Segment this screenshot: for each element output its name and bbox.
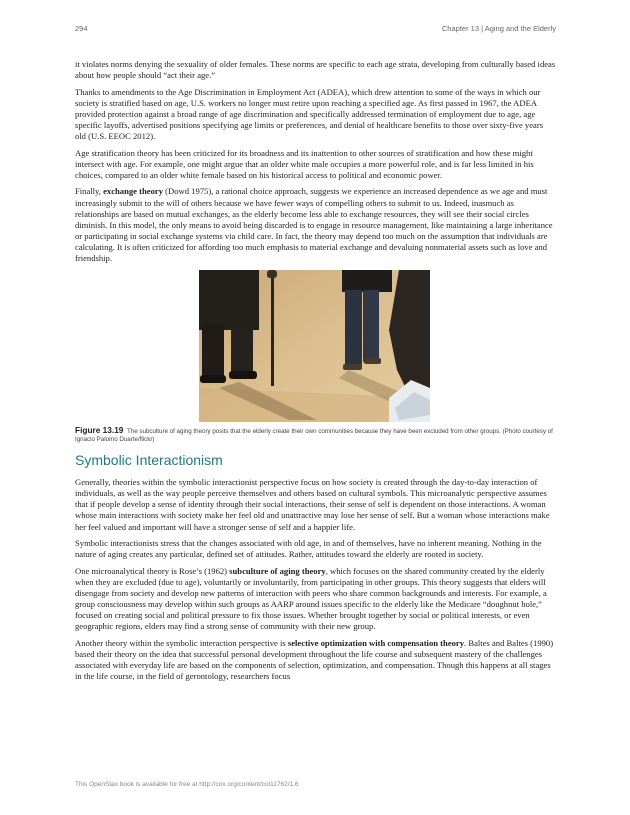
figure-photo: [199, 270, 430, 422]
paragraph: [75, 538, 556, 560]
page-footer: This OpenStax book is available for free at http://cnx.org/content/col11762/1.6: [75, 781, 299, 788]
paragraph-text: , which focuses on the shared community created by the elderly when they are excluded (due to age), voluntarily or involuntarily, from participating in other groups. This theory suggests that elders will disengage from society and develop new patterns of interaction with peers who share common backgrounds and interests. For example, a group consciousness may develop within such groups as AARP around issues specific to the elderly like the Medicare “doughnut hole,” focused on creating social and political pressure to fix those issues. Whether brought together by social or political interests, or even geographic regions, elders may find a strong sense of community with their new group.: [75, 565, 547, 632]
page-header: [75, 24, 556, 36]
key-term: subculture of aging theory: [229, 565, 326, 576]
key-term: exchange theory: [103, 186, 163, 197]
paragraph-text: Thanks to amendments to the Age Discrimination in Employment Act (ADEA), which drew attention to some of the ways in which our society is stratified based on age, U.S. workers no longer must retire upon reaching a specified age. As first passed in 1967, the ADEA provided protection against a broad range of age discrimination and specifically addressed termination of employment due to age, age specific layoffs, advertised positions specifying age limits or preferences, and denial of healthcare benefits to those over sixty-five years old (U.S. EEOC 2012).: [75, 86, 544, 142]
figure-caption: [75, 426, 556, 445]
page-number: 294: [75, 24, 88, 33]
paragraph-text: Generally, theories within the symbolic interactionist perspective focus on how society is created through the day-to-day interaction of individuals, as well as the way people perceive themselves and others based on cultural symbols. This microanalytic perspective assumes that if people develop a sense of identity through their social interactions, their sense of self is dependent on those interactions. A woman whose main interactions with society make her feel old and unattractive may lose her sense of self. But a woman whose interactions make her feel valued and important will have a stronger sense of self and a happier life.: [75, 477, 550, 532]
paragraph-text: . Baltes and Baltes (1990) based their theory on the idea that successful personal development throughout the life course and subsequent mastery of the challenges associated with everyday life are based on the components of selection, optimization, and compensation. Though this happens at all stages in the life course, in the field of gerontology, researchers focus: [75, 637, 554, 682]
paragraph-text: it violates norms denying the sexuality of older females. These norms are specific to each age strata, developing from culturally based ideas about how people should “act their age.”: [75, 59, 556, 81]
top-paragraphs: [75, 59, 556, 264]
section-heading: Symbolic Interactionism: [75, 452, 223, 469]
paragraph: [75, 59, 556, 81]
figure-label: Figure 13.19: [75, 424, 124, 435]
paragraph: [75, 87, 556, 142]
paragraph-text: (Dowd 1975), a rational choice approach, suggests we experience an increased dependence as we age and must increasingly submit to the will of others because we have fewer ways of compelling others to submit to us. Indeed, inasmuch as relationships are based on mutual exchanges, as the elderly become less able to exchange resources, they will see their social circles diminish. In this model, the only means to avoid being discarded is to engage in resource management, like maintaining a large inheritance or participating in social exchange systems via child care. In fact, the theory may depend too much on the assumption that individuals are calculating. It is often criticized for affording too much emphasis to material exchange and devaluing nonmaterial assets such as love and friendship.: [75, 186, 553, 263]
bottom-paragraphs: [75, 477, 556, 682]
paragraph-text: Finally,: [75, 186, 104, 197]
chapter-title: Chapter 13 | Aging and the Elderly: [441, 24, 556, 33]
paragraph: [75, 566, 556, 633]
paragraph-text: Another theory within the symbolic interaction perspective is: [75, 637, 288, 648]
paragraph-text: Symbolic interactionists stress that the changes associated with old age, in and of themselves, have no inherent meaning. Nothing in the nature of aging creates any particular, defined set of attitudes. Rather, attitudes toward the elderly are rooted in society.: [75, 538, 542, 560]
page-content: [75, 59, 556, 688]
paragraph-text: Age stratification theory has been criticized for its broadness and its inattention to other sources of stratification and how these might intersect with age. For example, one might argue that an older white male occupies a more powerful role, and is far less limited in his choices, compared to an older white female based on his historical access to political and economic power.: [75, 147, 534, 180]
paragraph-text: One microanalytical theory is Rose’s (1962): [75, 565, 230, 576]
paragraph: [75, 186, 556, 264]
paragraph: [75, 638, 556, 682]
paragraph: [75, 477, 556, 532]
paragraph: [75, 148, 556, 181]
key-term: selective optimization with compensation theory: [287, 637, 465, 648]
figure-caption-text: The subculture of aging theory posits that the elderly create their own communities because they have been excluded from other groups. (Photo courtesy of Ignacio Palomo Duarte/flickr): [75, 427, 553, 443]
